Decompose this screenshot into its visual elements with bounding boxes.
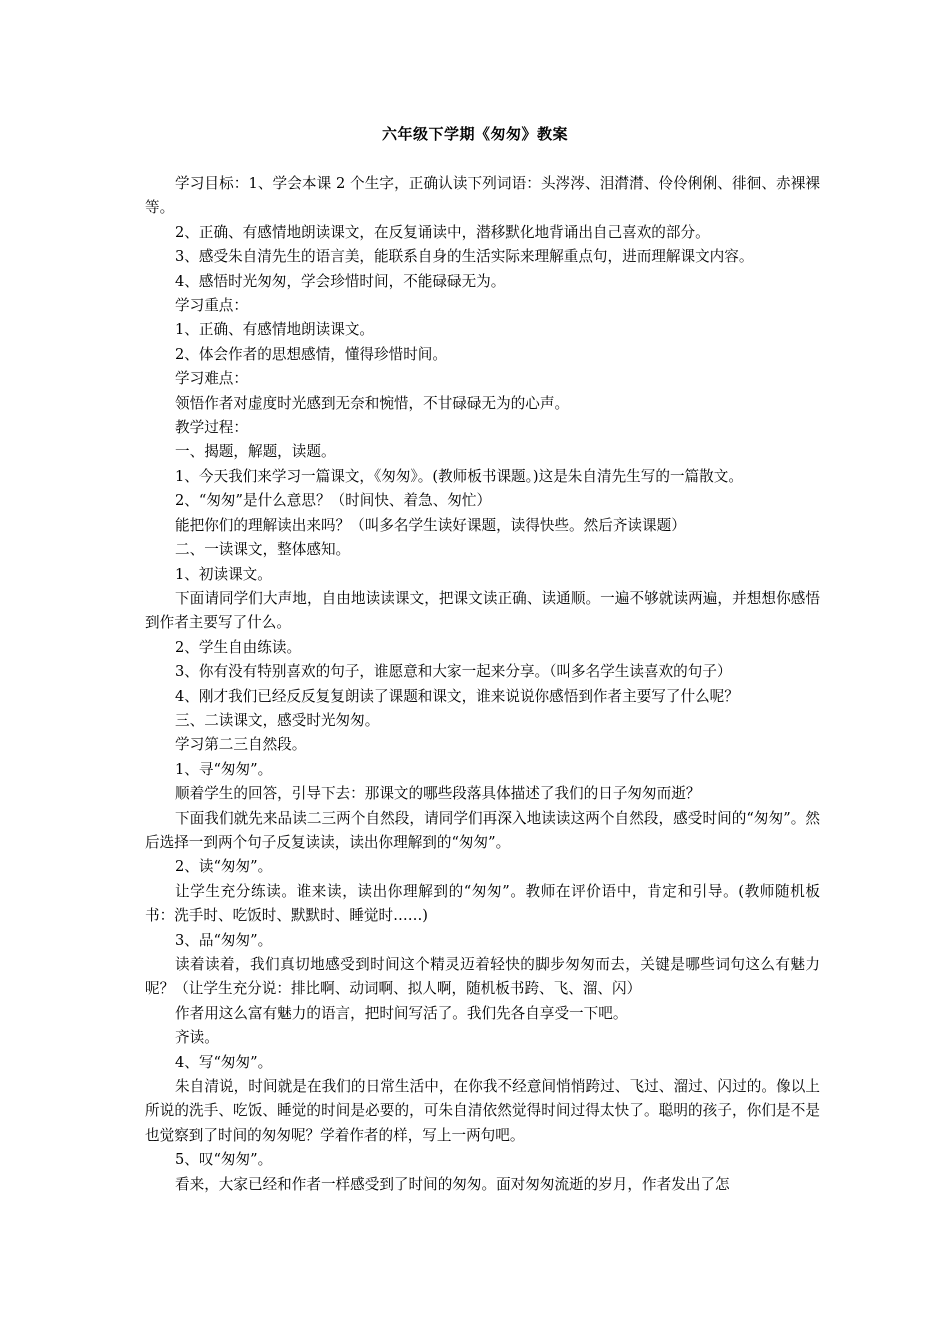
paragraph: 2、正确、有感情地朗读课文，在反复诵读中，潜移默化地背诵出自己喜欢的部分。: [175, 223, 710, 241]
paragraph: 顺着学生的回答，引导下去：那课文的哪些段落具体描述了我们的日子匆匆而逝？: [175, 785, 701, 803]
paragraph: 2、“匆匆”是什么意思？（时间快、着急、匆忙）: [175, 492, 492, 510]
paragraph: 3、感受朱自清先生的语言美，能联系自身的生活实际来理解重点句，进而理解课文内容。: [175, 248, 754, 266]
paragraph: 能把你们的理解读出来吗？（叫多名学生读好课题，读得快些。然后齐读课题）: [175, 516, 686, 534]
document-title: 六年级下学期《匆匆》教案: [381, 125, 568, 143]
paragraph: 学习第二三自然段。: [175, 736, 307, 754]
paragraph: 1、初读课文。: [175, 565, 272, 583]
paragraph: 4、写“匆匆”。: [175, 1053, 273, 1071]
paragraph: 3、你有没有特别喜欢的句子，谁愿意和大家一起来分享。（叫多名学生读喜欢的句子）: [175, 663, 732, 681]
paragraph: 4、刚才我们已经反反复复朗读了课题和课文，谁来说说你感悟到作者主要写了什么呢？: [175, 687, 739, 705]
paragraph: 学习重点：: [175, 297, 248, 315]
document-body: [145, 172, 820, 1197]
paragraph: 二、一读课文，整体感知。: [175, 541, 351, 559]
paragraph: 下面请同学们大声地，自由地读读课文，把课文读正确、读通顺。一遍不够就读两遍，并想想你感悟到作者主要写了什么。: [145, 589, 820, 632]
paragraph: 领悟作者对虚度时光感到无奈和惋惜，不甘碌碌无为的心声。: [175, 394, 570, 412]
paragraph: 三、二读课文，感受时光匆匆。: [175, 711, 380, 729]
paragraph: 3、品“匆匆”。: [175, 931, 273, 949]
paragraph: 4、感悟时光匆匆，学会珍惜时间，不能碌碌无为。: [175, 272, 506, 290]
paragraph: 2、体会作者的思想感情，懂得珍惜时间。: [175, 345, 447, 363]
paragraph: 2、读“匆匆”。: [175, 858, 273, 876]
paragraph: 2、学生自由练读。: [175, 638, 302, 656]
paragraph: 齐读。: [175, 1029, 219, 1047]
paragraph: 5、叹“匆匆”。: [175, 1151, 273, 1169]
paragraph: 1、正确、有感情地朗读课文。: [175, 321, 375, 339]
paragraph: 看来，大家已经和作者一样感受到了时间的匆匆。面对匆匆流逝的岁月，作者发出了怎: [175, 1175, 730, 1193]
paragraph: 学习难点：: [175, 370, 248, 388]
paragraph: 作者用这么富有魅力的语言，把时间写活了。我们先各自享受一下吧。: [175, 1004, 628, 1022]
paragraph: 1、今天我们来学习一篇课文，《匆匆》。(教师板书课题。)这是朱自清先生写的一篇散文。: [175, 467, 743, 485]
paragraph: 一、揭题，解题，读题。: [175, 443, 336, 461]
paragraph: 1、寻“匆匆”。: [175, 760, 273, 778]
paragraph: 让学生充分练读。谁来读，读出你理解到的“匆匆”。教师在评价语中，肯定和引导。(教师随机板书：洗手时、吃饭时、默默时、睡觉时……): [145, 882, 820, 925]
paragraph: 学习目标：1、学会本课 2 个生字，正确认读下列词语：头涔涔、泪潸潸、伶伶俐俐、徘徊、赤裸裸等。: [145, 175, 820, 217]
paragraph: 教学过程：: [175, 419, 248, 437]
paragraph: 朱自清说，时间就是在我们的日常生活中，在你我不经意间悄悄跨过、飞过、溜过、闪过的。像以上所说的洗手、吃饭、睡觉的时间是必要的，可朱自清依然觉得时间过得太快了。聪明的孩子，你们是不是也觉察到了时间的匆匆呢？学着作者的样，写上一两句吧。: [145, 1078, 820, 1144]
paragraph: 读着读着，我们真切地感受到时间这个精灵迈着轻快的脚步匆匆而去，关键是哪些词句这么有魅力呢？（让学生充分说：排比啊、动词啊、拟人啊，随机板书跨、飞、溜、闪）: [145, 956, 820, 998]
paragraph: 下面我们就先来品读二三两个自然段，请同学们再深入地读读这两个自然段，感受时间的“匆匆”。然后选择一到两个句子反复读读，读出你理解到的“匆匆”。: [145, 809, 820, 851]
